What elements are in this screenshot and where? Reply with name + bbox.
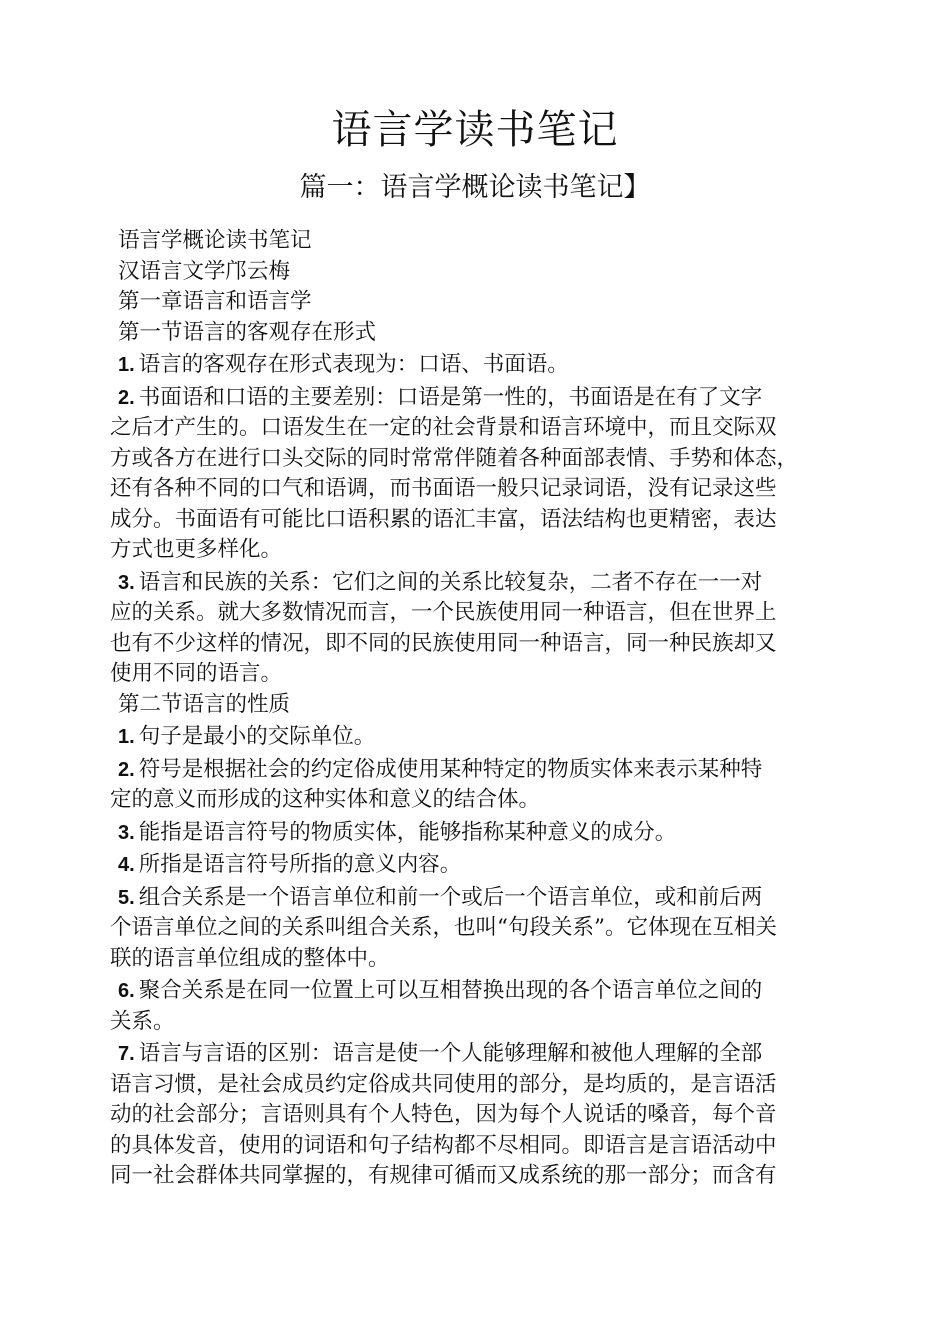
paragraph-line bbox=[110, 629, 842, 660]
numbered-paragraph bbox=[110, 350, 842, 381]
paragraph-line bbox=[110, 350, 842, 381]
section2-list bbox=[110, 722, 842, 1192]
paragraph-line bbox=[110, 474, 842, 505]
item-number: 3. bbox=[118, 821, 135, 844]
paragraph-text: 方或各方在进行口头交际的同时常常伴随着各种面部表情、手势和体态， bbox=[110, 445, 799, 471]
paragraph-line bbox=[110, 1131, 842, 1162]
paragraph-text: 联的语言单位组成的整体中。 bbox=[110, 945, 390, 971]
document-subtitle: 篇一：语言学概论读书笔记】 bbox=[299, 172, 651, 203]
paragraph-line bbox=[110, 1100, 842, 1131]
numbered-paragraph bbox=[110, 976, 842, 1037]
paragraph-line bbox=[110, 598, 842, 629]
paragraph-text: 书面语和口语的主要差别：口语是第一性的，书面语是在有了文字 bbox=[138, 384, 763, 410]
section-heading: 第二节语言的性质 bbox=[118, 691, 291, 717]
header-line: 汉语言文学邝云梅 bbox=[118, 258, 291, 284]
paragraph-line bbox=[110, 535, 842, 566]
paragraph-text: 所指是语言符号所指的意义内容。 bbox=[138, 852, 462, 877]
paragraph-line bbox=[110, 1161, 842, 1192]
paragraph-text: 关系。 bbox=[110, 1008, 175, 1034]
paragraph-line bbox=[110, 1039, 842, 1070]
paragraph-line bbox=[110, 818, 842, 849]
numbered-paragraph bbox=[110, 568, 842, 690]
paragraph-text: 的具体发音，使用的词语和句子结构都不尽相同。即语言是言语活动中 bbox=[110, 1132, 777, 1158]
paragraph-line bbox=[110, 883, 842, 914]
numbered-paragraph bbox=[110, 383, 842, 566]
numbered-paragraph bbox=[110, 818, 842, 849]
paragraph-line bbox=[110, 659, 842, 690]
paragraph-text: 同一社会群体共同掌握的，有规律可循而又成系统的那一部分；而含有 bbox=[110, 1163, 777, 1188]
header-line: 语言学概论读书笔记 bbox=[118, 228, 312, 253]
item-number: 6. bbox=[118, 980, 135, 1002]
paragraph-line bbox=[110, 755, 842, 786]
paragraph-text: 符号是根据社会的约定俗成使用某种特定的物质实体来表示某种特 bbox=[138, 756, 763, 782]
paragraph-line bbox=[110, 505, 842, 536]
paragraph-line bbox=[110, 444, 842, 475]
paragraph-text: 语言的客观存在形式表现为：口语、书面语。 bbox=[138, 352, 569, 377]
item-number: 7. bbox=[118, 1043, 135, 1065]
paragraph-text: 还有各种不同的口气和语调，而书面语一般只记录词语，没有记录这些 bbox=[110, 476, 777, 501]
paragraph-line bbox=[110, 976, 842, 1007]
item-number: 5. bbox=[118, 886, 135, 909]
paragraph-text: 句子是最小的交际单位。 bbox=[138, 724, 376, 749]
paragraph-text: 定的意义而形成的这种实体和意义的结合体。 bbox=[110, 787, 541, 812]
item-number: 1. bbox=[118, 354, 135, 376]
paragraph-text: 语言与言语的区别：语言是使一个人能够理解和被他人理解的全部 bbox=[138, 1041, 763, 1066]
paragraph-text: 使用不同的语言。 bbox=[110, 661, 283, 686]
paragraph-text: 语言和民族的关系：它们之间的关系比较复杂，二者不存在一一对 bbox=[138, 569, 763, 595]
paragraph-line bbox=[110, 1007, 842, 1038]
paragraph-text: 能指是语言符号的物质实体，能够指称某种意义的成分。 bbox=[138, 819, 677, 845]
paragraph-text: 动的社会部分；言语则具有个人特色，因为每个人说话的嗓音，每个音 bbox=[110, 1102, 777, 1127]
numbered-paragraph bbox=[110, 850, 842, 881]
document-title: 语言学读书笔记 bbox=[331, 107, 619, 153]
paragraph-line bbox=[110, 568, 842, 599]
paragraph-text: 之后才产生的。口语发生在一定的社会背景和语言环境中，而且交际双 bbox=[110, 415, 777, 440]
paragraph-text: 聚合关系是在同一位置上可以互相替换出现的各个语言单位之间的 bbox=[138, 978, 763, 1003]
paragraph-line bbox=[110, 785, 842, 816]
paragraph-text: 也有不少这样的情况，即不同的民族使用同一种语言，同一种民族却又 bbox=[110, 630, 777, 656]
paragraph-text: 方式也更多样化。 bbox=[110, 537, 283, 562]
paragraph-line bbox=[110, 944, 842, 975]
paragraph-text: 语言习惯，是社会成员约定俗成共同使用的部分，是均质的，是言语活 bbox=[110, 1071, 777, 1097]
paragraph-text: 成分。书面语有可能比口语积累的语汇丰富，语法结构也更精密，表达 bbox=[110, 506, 777, 532]
numbered-paragraph bbox=[110, 883, 842, 975]
chapter-heading: 第一章语言和语言学 bbox=[118, 289, 312, 314]
section-heading: 第一节语言的客观存在形式 bbox=[118, 319, 377, 345]
paragraph-line bbox=[110, 413, 842, 444]
paragraph-line bbox=[110, 913, 842, 944]
item-number: 1. bbox=[118, 726, 135, 748]
item-number: 3. bbox=[118, 571, 135, 594]
numbered-paragraph bbox=[110, 1039, 842, 1192]
item-number: 2. bbox=[118, 758, 135, 781]
document-body bbox=[110, 226, 842, 1192]
paragraph-text: 应的关系。就大多数情况而言，一个民族使用同一种语言，但在世界上 bbox=[110, 600, 777, 625]
paragraph-line bbox=[110, 722, 842, 753]
section1-list bbox=[110, 350, 842, 690]
item-number: 4. bbox=[118, 854, 135, 876]
paragraph-text: 个语言单位之间的关系叫组合关系，也叫“句段关系”。它体现在互相关 bbox=[110, 915, 777, 940]
paragraph-line bbox=[110, 850, 842, 881]
paragraph-line bbox=[110, 1070, 842, 1101]
item-number: 2. bbox=[118, 386, 135, 409]
numbered-paragraph bbox=[110, 755, 842, 816]
numbered-paragraph bbox=[110, 722, 842, 753]
paragraph-text: 组合关系是一个语言单位和前一个或后一个语言单位，或和前后两 bbox=[138, 884, 763, 910]
paragraph-line bbox=[110, 383, 842, 414]
